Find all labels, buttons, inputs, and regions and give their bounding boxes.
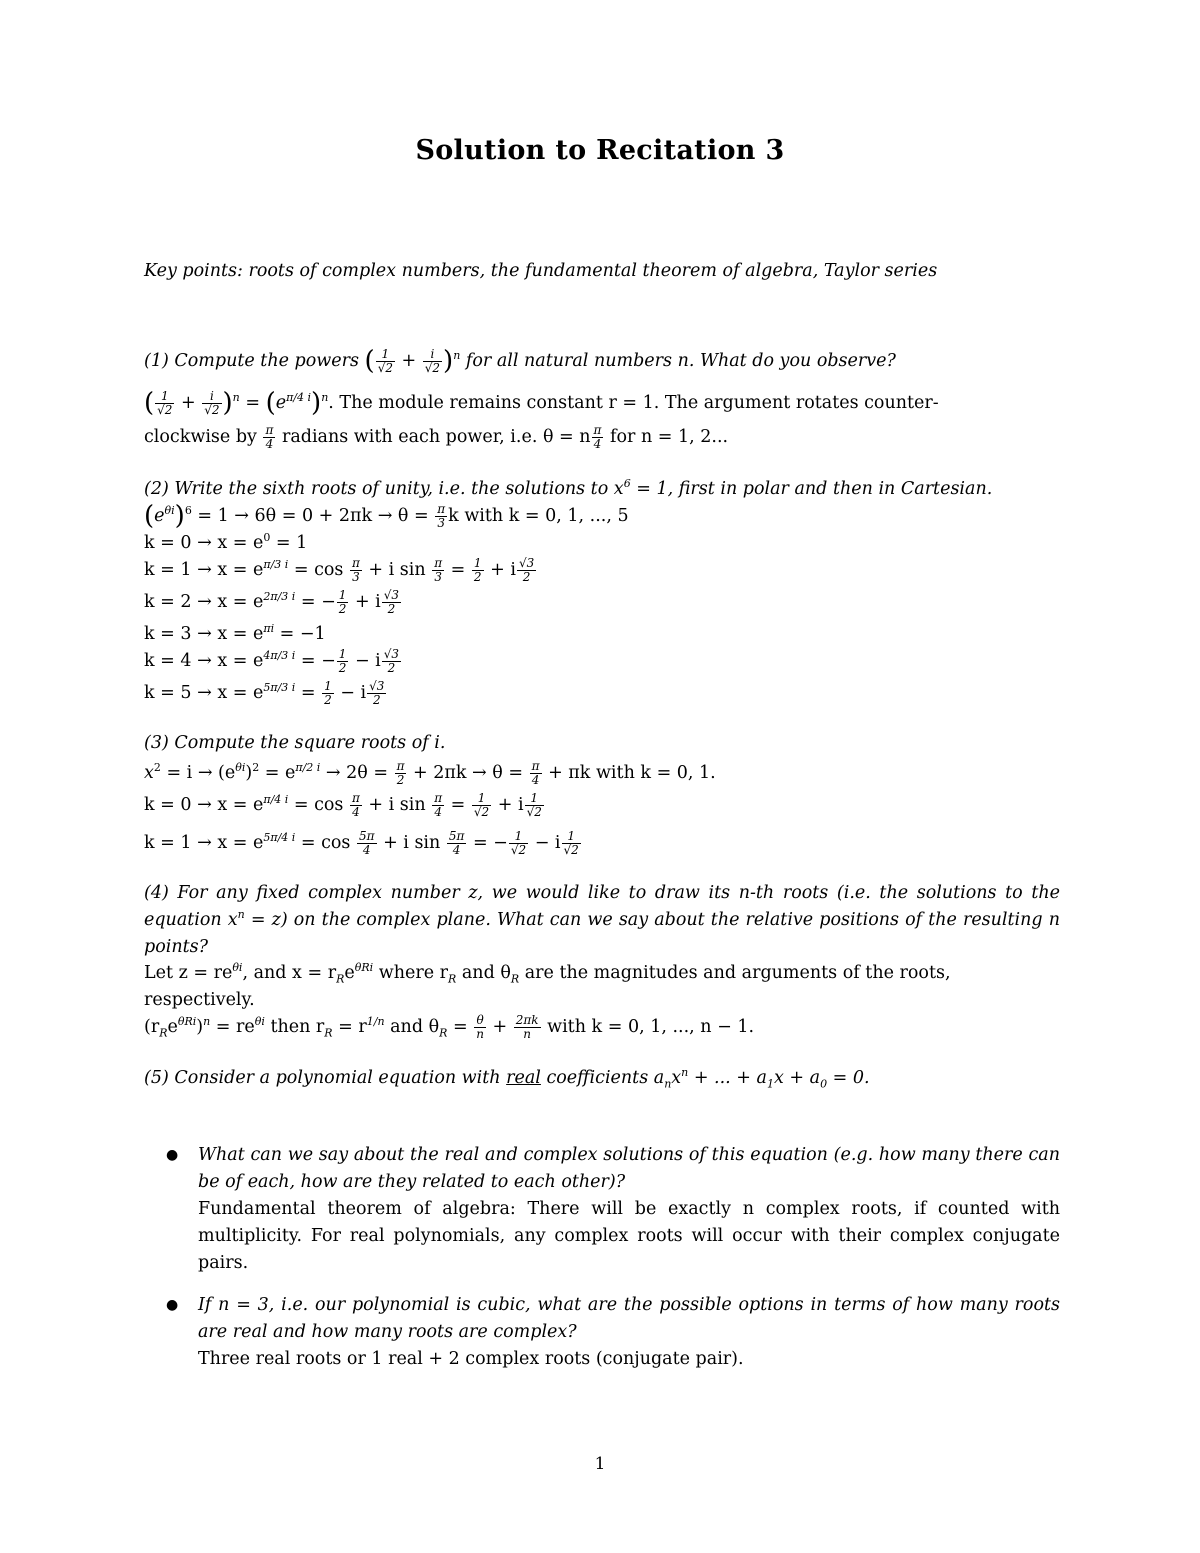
q3-k1-d: = − xyxy=(467,833,508,853)
q4-answer-1: Let $z = re^{\theta i}$, and $x = r_Re^{\theta Ri}$ where $r_R$ and $\theta_R$ are the magnitudes and arguments of the roots, respectively. xyxy=(144,961,951,1010)
q2-k3: $k = 3 \to x = e^{\pi i} = -1$ xyxy=(144,622,326,644)
q3-k0: $k = 0 \to x = e^{\pi/4 i} = \cos$ $\frac{\pi}{4}$ + i sin $\frac{\pi}{4}$ = $\frac{1}{√2}$ + i $\frac{1}{√2}$ xyxy=(144,791,542,819)
q3-k0-b: = cos xyxy=(288,795,349,815)
q2-k0-b: = 1 xyxy=(270,533,308,553)
q2-k3-b: = −1 xyxy=(274,624,326,644)
bullet-icon: ● xyxy=(166,1147,179,1163)
q3-k0-d: = xyxy=(445,795,471,815)
q2-line0-a: = 1 → 6θ = 0 + 2πk → θ = xyxy=(191,506,435,526)
q1-answer-a: . The module remains constant r = 1. The argument rotates counter- xyxy=(328,393,939,413)
q2-line-0: $(e^{\theta i})^6 = 1 \to 6\theta = 0 + 2\pi k \to \theta$ = $\frac{\pi}{3}$ k with k = 0, 1, ..., 5 xyxy=(144,501,629,531)
q1-answer-d: for n = 1, 2... xyxy=(610,427,729,447)
q4-ans1-d: where r xyxy=(373,963,448,983)
q4-ans1-f: are the magnitudes and arguments of the roots, xyxy=(519,963,951,983)
q2-k1-e: + i xyxy=(484,560,516,580)
bullet-answer: Three real roots or 1 real + 2 complex roots (conjugate pair). xyxy=(198,1349,744,1369)
q2-k2-b: = − xyxy=(295,592,336,612)
page-number: 1 xyxy=(594,1454,606,1474)
q2-k5-a: k = 5 → x = e xyxy=(144,683,264,703)
q3-k0-e: + i xyxy=(492,795,524,815)
q2-k3-a: k = 3 → x = e xyxy=(144,624,264,644)
question-2: (2) Write the sixth roots of unity, i.e. the solutions to $x^6 = 1$, first in polar and then in Cartesian. xyxy=(144,477,993,499)
q3-k1-b: = cos xyxy=(295,833,356,853)
q2-k0: $k = 0 \to x = e^0 = 1$ xyxy=(144,531,308,553)
q2-k5: $k = 5 \to x = e^{5\pi/3 i}$ = $\frac{1}{2}$ − i $\frac{√3}{2}$ xyxy=(144,679,385,707)
q5-prompt-underlined: real xyxy=(506,1068,541,1088)
question-1: (1) Compute the powers ( $\frac{1}{√2}$ + $\frac{i}{√2}$ )$^n$ for all natural numbers n. What do you observe? xyxy=(144,346,896,376)
q2-k2: $k = 2 \to x = e^{2\pi/3 i}$ = − $\frac{1}{2}$ + i $\frac{√3}{2}$ xyxy=(144,588,400,616)
bullet-icon: ● xyxy=(166,1297,179,1313)
q4-ans1-c: e xyxy=(344,963,355,983)
answer-1: ( $\frac{1}{√2}$ + $\frac{i}{√2}$ )$^n = (e^{\pi/4 i})^n$. The module remains constant r = 1. The argument rotates counter- xyxy=(144,388,939,418)
q4-answer-2: $(r_Re^{\theta Ri})^n = re^{\theta i}$ then $r_R = r^{1/n}$ and $\theta_R$ = $\frac{\theta}{n}$ + $\frac{2\pi k}{n}$ with k = 0, 1, ..., n − 1. xyxy=(144,1013,755,1041)
q5-prompt-d: + ... + a xyxy=(688,1068,767,1088)
q2-k5-b: = xyxy=(295,683,322,703)
q3-line0-c: ) xyxy=(245,763,253,783)
q2-k2-c: + i xyxy=(349,592,381,612)
q2-k4-b: = − xyxy=(295,651,336,671)
q3-line-0: $x^2 = i \to (e^{\theta i})^2 = e^{\pi/2 i} \to 2\theta$ = $\frac{\pi}{2}$ + 2πk → θ = $\frac{\pi}{4}$ + πk with k = 0, 1. xyxy=(144,759,716,787)
q3-line0-b: = i → (e xyxy=(160,763,236,783)
q3-k1-a: k = 1 → x = e xyxy=(144,833,264,853)
q2-k5-c: − i xyxy=(334,683,367,703)
q2-line0-b: k with k = 0, 1, ..., 5 xyxy=(448,506,629,526)
list-item xyxy=(144,1292,1060,1373)
q4-prompt-a: (4) For any fixed complex number z, we would like to draw its n-th roots (i.e. the solutions to the equation x xyxy=(144,883,1060,930)
page-title: Solution to Recitation 3 xyxy=(415,135,785,166)
q4-ans2-g: and θ xyxy=(384,1017,440,1037)
q4-ans2-f: = r xyxy=(332,1017,367,1037)
key-points: Key points: roots of complex numbers, the fundamental theorem of algebra, Taylor series xyxy=(144,261,938,281)
q3-line0-f: + 2πk → θ = xyxy=(407,763,529,783)
q3-k1: $k = 1 \to x = e^{5\pi/4 i} = \cos$ $\frac{5\pi}{4}$ + i sin $\frac{5\pi}{4}$ = − $\frac{1}{√2}$ − i $\frac{1}{√2}$ xyxy=(144,829,579,857)
q5-prompt-b: coefficients a xyxy=(540,1068,665,1088)
q3-k0-a: k = 0 → x = e xyxy=(144,795,264,815)
q5-prompt-e: x + a xyxy=(773,1068,821,1088)
question-3: (3) Compute the square roots of i. xyxy=(144,733,446,753)
q2-k4: $k = 4 \to x = e^{4\pi/3 i}$ = − $\frac{1}{2}$ − i $\frac{√3}{2}$ xyxy=(144,647,400,675)
q4-ans2-i: + xyxy=(486,1017,513,1037)
q3-line0-e: → 2θ = xyxy=(320,763,394,783)
q2-k1: $k = 1 \to x = e^{\pi/3 i} = \cos$ $\frac{\pi}{3}$ + i sin $\frac{\pi}{3}$ = $\frac{1}{2}$ + i $\frac{√3}{2}$ xyxy=(144,556,535,584)
q5-prompt-f: = 0. xyxy=(827,1068,870,1088)
q3-k0-c: + i sin xyxy=(362,795,432,815)
q3-k1-e: − i xyxy=(529,833,561,853)
q4-prompt-b: = z) on the complex plane. What can we say about the relative positions of the resulting n points? xyxy=(144,910,1060,957)
q2-k4-a: k = 4 → x = e xyxy=(144,651,264,671)
q2-k1-d: = xyxy=(445,560,471,580)
q2-prompt: (2) Write the sixth roots of unity, i.e. the solutions to x xyxy=(144,479,624,499)
q4-ans2-e: then r xyxy=(264,1017,325,1037)
q4-ans1-g: respectively. xyxy=(144,990,255,1010)
q2-prompt-end: = 1, first in polar and then in Cartesian. xyxy=(630,479,993,499)
q2-k1-a: k = 1 → x = e xyxy=(144,560,264,580)
q4-ans1-a: Let z = re xyxy=(144,963,233,983)
answer-1-line-2: clockwise by $\frac{\pi}{4}$ radians with each power, i.e. θ = n $\frac{\pi}{4}$ for n = 1, 2... xyxy=(144,423,729,451)
q1-prompt-a: (1) Compute the powers xyxy=(144,351,359,371)
bullet-question: What can we say about the real and complex solutions of this equation (e.g. how many there can be of each, how are they related to each other)? xyxy=(198,1145,1060,1192)
q4-ans1-e: and θ xyxy=(456,963,511,983)
q2-k2-a: k = 2 → x = e xyxy=(144,592,264,612)
q5-prompt-a: (5) Consider a polynomial equation with xyxy=(144,1068,507,1088)
q3-line0-g: + πk with k = 0, 1. xyxy=(542,763,716,783)
q3-k1-c: + i sin xyxy=(377,833,446,853)
q5-prompt-c: x xyxy=(671,1068,682,1088)
q2-k0-a: k = 0 → x = e xyxy=(144,533,264,553)
question-5: (5) Consider a polynomial equation with real coefficients $a_nx^n$ + ... + $a_1x + a_0 = 0$. xyxy=(144,1066,870,1091)
q4-ans2-h: = xyxy=(447,1017,474,1037)
q2-k1-c: + i sin xyxy=(362,560,432,580)
q1-answer-c: radians with each power, i.e. θ = n xyxy=(281,427,591,447)
q4-ans2-a: (r xyxy=(144,1017,160,1037)
q2-k1-b: = cos xyxy=(288,560,349,580)
q4-ans2-c: ) xyxy=(196,1017,204,1037)
q2-k4-c: − i xyxy=(349,651,381,671)
q1-answer-b: clockwise by xyxy=(144,427,257,447)
bullet-question: If n = 3, i.e. our polynomial is cubic, what are the possible options in terms of how many roots are real and how many roots are complex? xyxy=(198,1295,1060,1342)
q4-ans2-b: e xyxy=(167,1017,178,1037)
q3-line0-d: = e xyxy=(259,763,296,783)
q3-line0-a: x xyxy=(144,763,154,783)
q4-ans1-b: , and x = r xyxy=(242,963,337,983)
question-4: (4) For any fixed complex number z, we would like to draw its n-th roots (i.e. the solutions to the equation $x^n = z$) on the complex plane. What can we say about the relative positions of the resulting n points? xyxy=(144,883,1060,957)
q1-prompt-b: for all natural numbers n. What do you observe? xyxy=(465,351,896,371)
bullet-answer: Fundamental theorem of algebra: There will be exactly n complex roots, if counted with multiplicity. For real polynomials, any complex roots will occur with their complex conjugate pairs. xyxy=(198,1199,1060,1273)
list-item xyxy=(144,1142,1060,1277)
q4-ans2-j: with k = 0, 1, ..., n − 1. xyxy=(541,1017,755,1037)
q4-ans2-d: = re xyxy=(210,1017,255,1037)
